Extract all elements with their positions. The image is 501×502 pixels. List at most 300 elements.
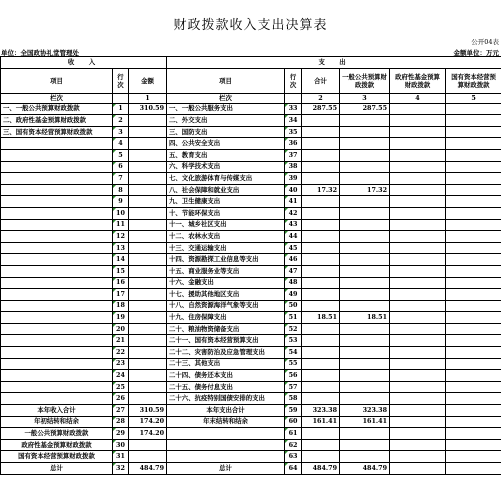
soe-capital-cell: [446, 173, 501, 185]
income-item-cell: 年初结转和结余: [1, 416, 113, 428]
income-row-no-cell: [113, 103, 129, 115]
cell-marker-icon: [285, 243, 288, 246]
soe-capital-cell: [446, 126, 501, 138]
row-number-text: 42: [288, 208, 298, 217]
row-number-text: 51: [288, 313, 298, 322]
table-row: [1, 335, 501, 347]
income-row-no-cell: [113, 416, 129, 428]
total-cell: [302, 439, 340, 451]
income-row-no-cell: [113, 463, 129, 475]
expense-row-no-cell: [285, 358, 302, 370]
cell-marker-icon: [113, 220, 116, 223]
soe-capital-cell: [446, 207, 501, 219]
income-row-no-cell: [113, 126, 129, 138]
row-number-text: 63: [288, 452, 298, 461]
income-row-no-cell: [113, 300, 129, 312]
income-amount-cell: [129, 161, 167, 173]
expense-row-no-cell: [285, 207, 302, 219]
cell-marker-icon: [285, 440, 288, 443]
total-cell: [302, 347, 340, 359]
expense-row-no-cell: [285, 289, 302, 301]
cell-marker-icon: [285, 335, 288, 338]
gov-fund-header: 政府性基金预算财政拨款: [390, 68, 446, 93]
income-item-cell: [1, 370, 113, 382]
expense-item-cell: [167, 428, 285, 440]
expense-row-no-cell: [285, 416, 302, 428]
cell-marker-icon: [113, 104, 116, 107]
soe-capital-cell: [446, 184, 501, 196]
soe-capital-cell: [446, 370, 501, 382]
column-header-row: [1, 68, 501, 93]
income-item-cell: [1, 358, 113, 370]
income-item-cell: 三、国有资本经营预算财政拨款: [1, 126, 113, 138]
row-number-text: 34: [288, 115, 298, 124]
cell-marker-icon: [285, 451, 288, 454]
expense-item-cell: 总计: [167, 463, 285, 475]
cell-marker-icon: [113, 359, 116, 362]
row-number-text: 64: [288, 463, 298, 472]
report-title: 财政拨款收入支出决算表: [173, 18, 328, 33]
general-budget-header: 一般公共预算财政拨款: [340, 68, 390, 93]
expense-item-cell: 十六、金融支出: [167, 277, 285, 289]
gov-fund-cell: [390, 115, 446, 127]
income-amount-cell: [129, 126, 167, 138]
gov-fund-cell: [390, 451, 446, 463]
gov-fund-cell: [390, 370, 446, 382]
section-header-row: [1, 57, 501, 69]
expense-row-no-cell: [285, 277, 302, 289]
income-item-cell: [1, 254, 113, 266]
expense-item-cell: [167, 451, 285, 463]
income-row-no-header: 行次: [113, 68, 129, 93]
gov-fund-cell: [390, 184, 446, 196]
expense-row-no-cell: [285, 196, 302, 208]
cell-marker-icon: [113, 463, 116, 466]
cell-marker-icon: [113, 335, 116, 338]
cell-marker-icon: [113, 278, 116, 281]
gov-fund-cell: [390, 103, 446, 115]
general-budget-cell: [340, 242, 390, 254]
cell-marker-icon: [285, 127, 288, 130]
soe-capital-cell: [446, 149, 501, 161]
income-amount-cell: 174.20: [129, 416, 167, 428]
total-cell: [302, 231, 340, 243]
gov-fund-cell: [390, 463, 446, 475]
row-number-text: 46: [288, 255, 298, 264]
soe-capital-cell: [446, 439, 501, 451]
row-number-text: 47: [288, 266, 298, 275]
row-number-text: 45: [288, 243, 298, 252]
expense-row-no-cell: [285, 219, 302, 231]
gov-fund-cell: [390, 138, 446, 150]
table-row: [1, 231, 501, 243]
table-row: [1, 323, 501, 335]
general-budget-cell: [340, 393, 390, 405]
cell-marker-icon: [113, 150, 116, 153]
expense-row-no-cell: [285, 265, 302, 277]
cell-marker-icon: [113, 185, 116, 188]
income-amount-cell: [129, 289, 167, 301]
total-cell: [302, 335, 340, 347]
expense-item-cell: 十九、住房保障支出: [167, 312, 285, 324]
total-cell: [302, 242, 340, 254]
gov-fund-cell: [390, 196, 446, 208]
total-cell: 161.41: [302, 416, 340, 428]
expense-item-cell: 十七、援助其他地区支出: [167, 289, 285, 301]
soe-capital-cell: [446, 323, 501, 335]
general-budget-cell: [340, 300, 390, 312]
cell-marker-icon: [285, 382, 288, 385]
soe-capital-cell: [446, 289, 501, 301]
expense-row-no-cell: [285, 254, 302, 266]
soe-capital-cell: [446, 138, 501, 150]
summary-row: [1, 405, 501, 417]
row-number-text: 16: [116, 278, 125, 287]
row-number-text: 40: [288, 185, 298, 194]
expense-index-label: 栏次: [167, 93, 285, 103]
general-budget-cell: 484.79: [340, 463, 390, 475]
table-row: [1, 312, 501, 324]
expense-item-cell: 二十六、抗疫特别国债安排的支出: [167, 393, 285, 405]
cell-marker-icon: [285, 312, 288, 315]
income-item-cell: [1, 300, 113, 312]
soe-capital-header: 国有资本经营预算财政拨款: [446, 68, 501, 93]
table-row: [1, 254, 501, 266]
income-amount-cell: [129, 242, 167, 254]
gov-fund-cell: [390, 335, 446, 347]
row-number-text: 24: [116, 371, 125, 380]
gov-fund-cell: [390, 242, 446, 254]
table-row: [1, 103, 501, 115]
soe-capital-cell: [446, 115, 501, 127]
total-cell: [302, 126, 340, 138]
income-amount-cell: [129, 335, 167, 347]
general-budget-cell: 161.41: [340, 416, 390, 428]
cell-marker-icon: [285, 162, 288, 165]
money-unit-label: 金额单位：万元: [453, 49, 499, 57]
row-number-text: 59: [288, 405, 298, 414]
cell-marker-icon: [113, 231, 116, 234]
income-item-cell: [1, 173, 113, 185]
cell-marker-icon: [285, 231, 288, 234]
income-row-no-cell: [113, 347, 129, 359]
cell-marker-icon: [285, 463, 288, 466]
general-budget-cell: [340, 126, 390, 138]
expense-item-cell: 九、卫生健康支出: [167, 196, 285, 208]
cell-marker-icon: [113, 127, 116, 130]
row-number-text: 26: [116, 394, 125, 403]
total-cell: [302, 393, 340, 405]
expense-item-cell: 二十四、债务还本支出: [167, 370, 285, 382]
gov-fund-cell: [390, 312, 446, 324]
table-row: [1, 381, 501, 393]
expense-row-no-cell: [285, 381, 302, 393]
row-number-text: 28: [116, 417, 125, 426]
cell-marker-icon: [113, 196, 116, 199]
row-number-text: 3: [118, 127, 123, 136]
row-number-text: 21: [116, 336, 125, 345]
row-number-text: 44: [288, 231, 298, 240]
row-number-text: 41: [288, 197, 298, 206]
cell-marker-icon: [285, 393, 288, 396]
expense-row-no-cell: [285, 173, 302, 185]
total-cell: [302, 219, 340, 231]
income-item-cell: 国有资本经营预算财政拨款: [1, 451, 113, 463]
cell-marker-icon: [113, 440, 116, 443]
general-budget-cell: [340, 196, 390, 208]
cell-marker-icon: [285, 115, 288, 118]
total-cell: [302, 149, 340, 161]
unit-label: 单位：全国政协礼堂管理处: [1, 49, 79, 57]
expense-item-cell: 十五、商业服务业等支出: [167, 265, 285, 277]
income-row-no-cell: [113, 196, 129, 208]
cell-marker-icon: [113, 138, 116, 141]
income-item-cell: [1, 312, 113, 324]
income-row-no-cell: [113, 184, 129, 196]
cell-marker-icon: [285, 254, 288, 257]
cell-marker-icon: [285, 324, 288, 327]
expense-row-no-header: 行次: [285, 68, 302, 93]
income-amount-cell: 174.20: [129, 428, 167, 440]
income-amount-cell: 310.59: [129, 405, 167, 417]
summary-row: [1, 451, 501, 463]
income-item-cell: [1, 335, 113, 347]
row-number-text: 9: [118, 197, 123, 206]
income-item-cell: [1, 393, 113, 405]
income-row-no-cell: [113, 370, 129, 382]
expense-item-cell: 二、外交支出: [167, 115, 285, 127]
total-cell: [302, 115, 340, 127]
income-amount-cell: [129, 138, 167, 150]
income-amount-cell: [129, 149, 167, 161]
table-row: [1, 300, 501, 312]
general-budget-cell: [340, 451, 390, 463]
expense-item-cell: 三、国防支出: [167, 126, 285, 138]
expense-item-cell: 年末结转和结余: [167, 416, 285, 428]
column-index-row: [1, 93, 501, 103]
total-cell: [302, 358, 340, 370]
general-budget-cell: 323.38: [340, 405, 390, 417]
row-number-text: 57: [288, 382, 298, 391]
income-item-cell: 一般公共预算财政拨款: [1, 428, 113, 440]
table-row: [1, 242, 501, 254]
income-amount-cell: [129, 312, 167, 324]
index-1: 1: [129, 93, 167, 103]
cell-marker-icon: [113, 428, 116, 431]
general-budget-cell: [340, 207, 390, 219]
gov-fund-cell: [390, 358, 446, 370]
cell-marker-icon: [113, 347, 116, 350]
cell-marker-icon: [285, 417, 288, 420]
gov-fund-cell: [390, 126, 446, 138]
row-number-text: 52: [288, 324, 298, 333]
gov-fund-cell: [390, 381, 446, 393]
income-row-no-cell: [113, 451, 129, 463]
expense-item-cell: 五、教育支出: [167, 149, 285, 161]
row-number-text: 2: [118, 115, 123, 124]
general-budget-cell: [340, 439, 390, 451]
income-amount-header: 金额: [129, 68, 167, 93]
income-item-cell: [1, 149, 113, 161]
income-amount-cell: [129, 370, 167, 382]
summary-row: [1, 463, 501, 475]
general-budget-cell: [340, 370, 390, 382]
row-number-text: 33: [288, 104, 298, 113]
row-number-text: 36: [288, 139, 298, 148]
income-row-no-cell: [113, 254, 129, 266]
soe-capital-cell: [446, 242, 501, 254]
income-amount-cell: [129, 381, 167, 393]
income-amount-cell: [129, 254, 167, 266]
total-header: 合计: [302, 68, 340, 93]
general-budget-cell: [340, 335, 390, 347]
expense-item-cell: 十三、交通运输支出: [167, 242, 285, 254]
table-row: [1, 207, 501, 219]
income-item-cell: [1, 265, 113, 277]
general-budget-cell: [340, 254, 390, 266]
gov-fund-cell: [390, 149, 446, 161]
income-item-cell: 二、政府性基金预算财政拨款: [1, 115, 113, 127]
total-cell: 18.51: [302, 312, 340, 324]
table-row: [1, 161, 501, 173]
table-row: [1, 219, 501, 231]
expense-item-cell: 六、科学技术支出: [167, 161, 285, 173]
total-cell: [302, 289, 340, 301]
expense-item-cell: 四、公共安全支出: [167, 138, 285, 150]
cell-marker-icon: [113, 451, 116, 454]
cell-marker-icon: [285, 370, 288, 373]
soe-capital-cell: [446, 381, 501, 393]
cell-marker-icon: [113, 405, 116, 408]
income-row-no-cell: [113, 277, 129, 289]
cell-marker-icon: [285, 405, 288, 408]
table-row: [1, 358, 501, 370]
income-amount-cell: [129, 451, 167, 463]
income-amount-cell: [129, 207, 167, 219]
row-number-text: 14: [116, 255, 125, 264]
income-item-cell: [1, 277, 113, 289]
income-row-no-cell: [113, 265, 129, 277]
row-number-text: 10: [116, 208, 125, 217]
total-cell: [302, 265, 340, 277]
income-row-no-cell: [113, 161, 129, 173]
general-budget-cell: [340, 428, 390, 440]
cell-marker-icon: [285, 173, 288, 176]
income-item-cell: [1, 323, 113, 335]
income-amount-cell: 310.59: [129, 103, 167, 115]
income-item-cell: 本年收入合计: [1, 405, 113, 417]
income-item-cell: 一、一般公共预算财政拨款: [1, 103, 113, 115]
expense-item-cell: 二十一、国有资本经营预算支出: [167, 335, 285, 347]
table-row: [1, 115, 501, 127]
income-row-no-cell: [113, 393, 129, 405]
total-cell: [302, 138, 340, 150]
table-body: [1, 57, 501, 475]
total-cell: 484.79: [302, 463, 340, 475]
income-index-blank: [113, 93, 129, 103]
cell-marker-icon: [113, 370, 116, 373]
income-amount-cell: [129, 323, 167, 335]
total-cell: 287.55: [302, 103, 340, 115]
table-row: [1, 138, 501, 150]
row-number-text: 31: [116, 452, 125, 461]
gov-fund-cell: [390, 161, 446, 173]
total-cell: 17.32: [302, 184, 340, 196]
general-budget-cell: [340, 219, 390, 231]
income-index-label: 栏次: [1, 93, 113, 103]
soe-capital-cell: [446, 254, 501, 266]
expense-row-no-cell: [285, 161, 302, 173]
row-number-text: 60: [288, 417, 298, 426]
general-budget-cell: [340, 277, 390, 289]
soe-capital-cell: [446, 312, 501, 324]
income-amount-cell: [129, 393, 167, 405]
expense-row-no-cell: [285, 323, 302, 335]
cell-marker-icon: [285, 196, 288, 199]
total-cell: [302, 173, 340, 185]
expense-row-no-cell: [285, 138, 302, 150]
general-budget-cell: 18.51: [340, 312, 390, 324]
income-item-cell: [1, 219, 113, 231]
income-item-cell: [1, 161, 113, 173]
income-row-no-cell: [113, 231, 129, 243]
soe-capital-cell: [446, 335, 501, 347]
cell-marker-icon: [113, 243, 116, 246]
table-row: [1, 347, 501, 359]
income-row-no-cell: [113, 138, 129, 150]
income-row-no-cell: [113, 115, 129, 127]
index-3: 3: [340, 93, 390, 103]
row-number-text: 18: [116, 301, 125, 310]
table-row: [1, 393, 501, 405]
row-number-text: 4: [118, 139, 123, 148]
row-number-text: 50: [288, 301, 298, 310]
income-item-cell: [1, 347, 113, 359]
general-budget-cell: [340, 138, 390, 150]
cell-marker-icon: [285, 185, 288, 188]
summary-row: [1, 439, 501, 451]
income-row-no-cell: [113, 219, 129, 231]
row-number-text: 38: [288, 162, 298, 171]
cell-marker-icon: [113, 208, 116, 211]
expense-row-no-cell: [285, 463, 302, 475]
income-amount-cell: [129, 439, 167, 451]
gov-fund-cell: [390, 277, 446, 289]
gov-fund-cell: [390, 300, 446, 312]
income-row-no-cell: [113, 149, 129, 161]
general-budget-cell: 17.32: [340, 184, 390, 196]
cell-marker-icon: [113, 254, 116, 257]
expense-item-cell: 本年支出合计: [167, 405, 285, 417]
soe-capital-cell: [446, 219, 501, 231]
table-row: [1, 277, 501, 289]
expense-item-cell: 十一、城乡社区支出: [167, 219, 285, 231]
row-number-text: 54: [288, 347, 298, 356]
cell-marker-icon: [285, 266, 288, 269]
income-row-no-cell: [113, 428, 129, 440]
soe-capital-cell: [446, 405, 501, 417]
cell-marker-icon: [113, 417, 116, 420]
total-cell: [302, 370, 340, 382]
expense-row-no-cell: [285, 393, 302, 405]
table-row: [1, 265, 501, 277]
cell-marker-icon: [113, 289, 116, 292]
cell-marker-icon: [113, 324, 116, 327]
income-row-no-cell: [113, 207, 129, 219]
expense-row-no-cell: [285, 184, 302, 196]
expense-row-no-cell: [285, 428, 302, 440]
row-number-text: 35: [288, 127, 298, 136]
